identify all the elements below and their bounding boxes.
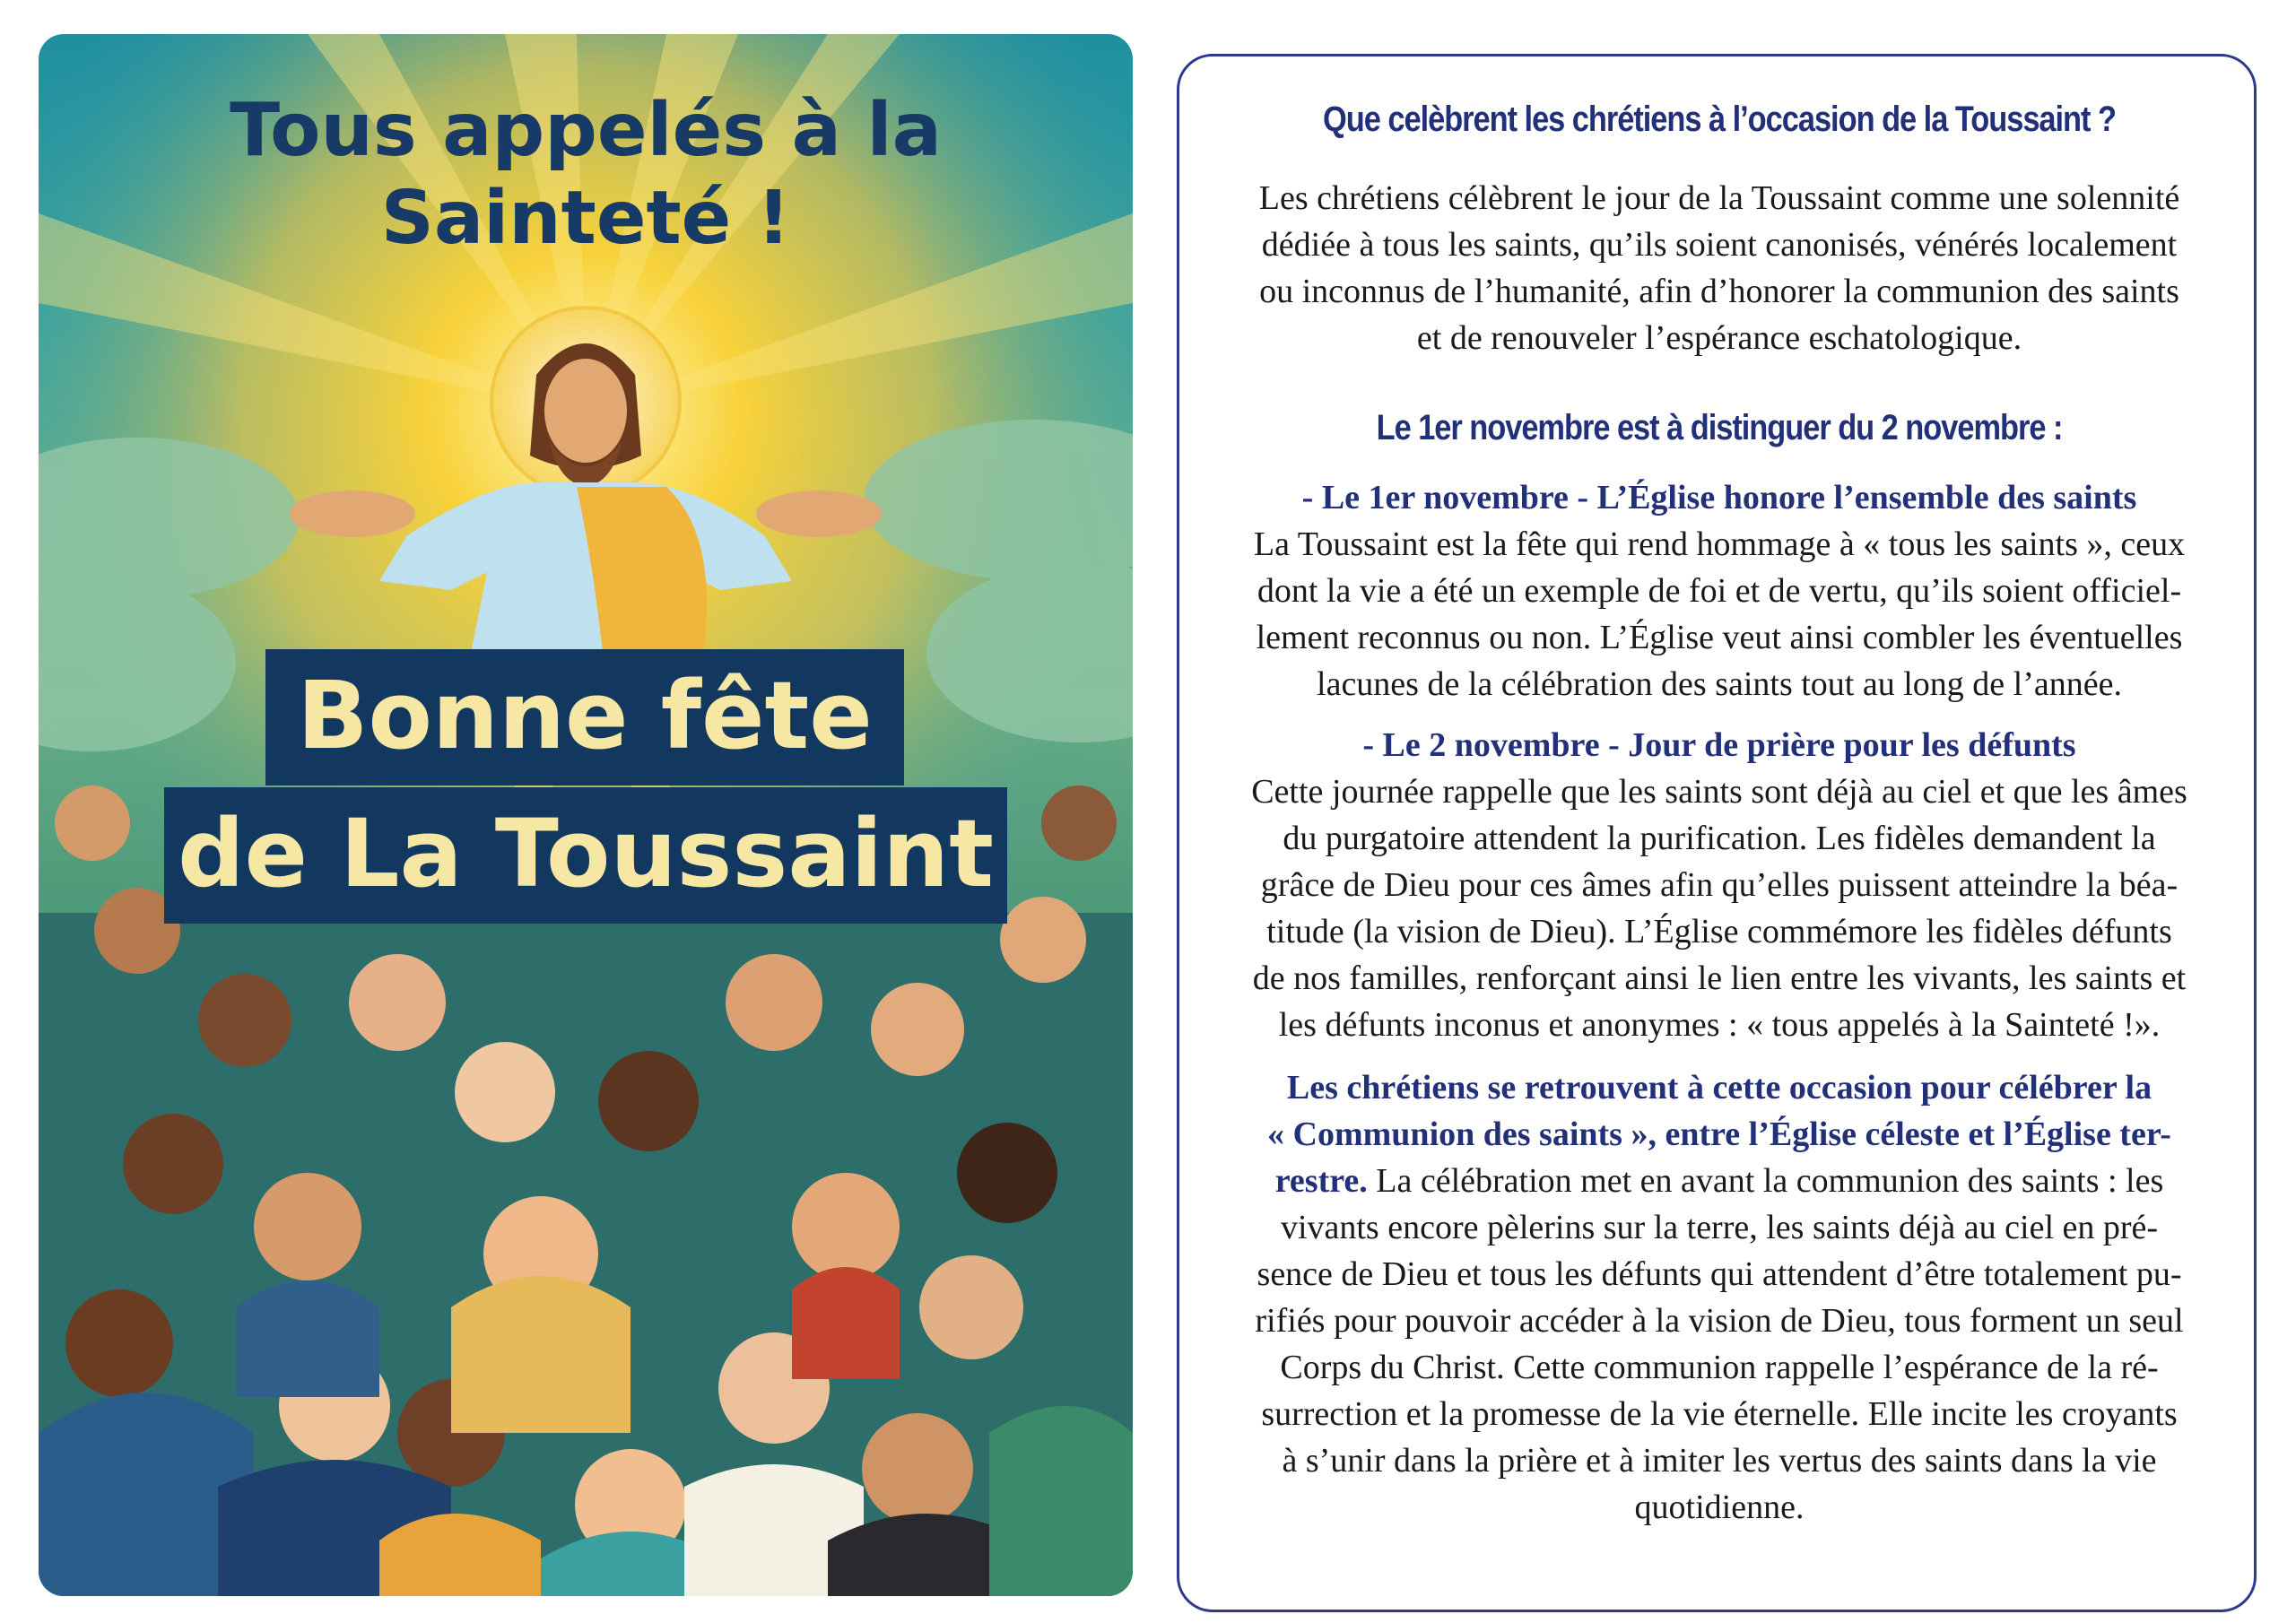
nov2-line: les défunts inconus et anonymes : « tous appelés à la Sainteté !». — [1278, 1006, 2161, 1044]
poster-title-line1: Tous appelés à la — [230, 88, 942, 173]
poster-banner-line1 — [265, 649, 904, 785]
poster-title-line2: Sainteté ! — [380, 176, 791, 261]
intro-paragraph — [1179, 175, 2259, 361]
nov2-paragraph — [1179, 768, 2259, 1048]
communion-line: à s’unir dans la prière et à imiter les vertus des saints dans la vie — [1282, 1442, 2157, 1480]
communion-bold-end: restre. — [1274, 1162, 1368, 1200]
nov1-line: lacunes de la célébration des saints tout au long de l’année. — [1317, 665, 2122, 703]
intro-line: Les chrétiens célèbrent le jour de la Toussaint comme une solennité — [1258, 179, 2180, 217]
poster-illustration — [39, 34, 1133, 1596]
communion-line: sence de Dieu et tous les défunts qui attendent d’être totalement pu- — [1257, 1255, 2182, 1293]
panel-heading: Que celèbrent les chrétiens à l’occasion de la Toussaint ? — [1323, 100, 2116, 139]
banner-text-2: de La Toussaint — [178, 799, 994, 908]
subheading: Le 1er novembre est à distinguer du 2 novembre : — [1376, 408, 2063, 447]
communion-bold-line: « Communion des saints », entre l’Église céleste et l’Église ter- — [1267, 1115, 2171, 1153]
intro-line: dédiée à tous les saints, qu’ils soient canonisés, vénérés localement — [1261, 226, 2178, 264]
communion-mixed-line — [1179, 1158, 2259, 1204]
communion-bold-line: Les chrétiens se retrouvent à cette occasion pour célébrer la — [1286, 1069, 2152, 1107]
nov2-line: de nos familles, renforçant ainsi le lien entre les vivants, les saints et — [1252, 959, 2187, 997]
nov2-line: grâce de Dieu pour ces âmes afin qu’elles puissent atteindre la béa- — [1260, 866, 2179, 904]
nov2-line: titude (la vision de Dieu). L’Église commémore les fidèles défunts — [1266, 913, 2172, 950]
nov1-title: - Le 1er novembre - L’Église honore l’ensemble des saints — [1301, 479, 2137, 516]
nov1-line: lement reconnus ou non. L’Église veut ainsi combler les éventuelles — [1256, 619, 2183, 656]
nov2-line: du purgatoire attendent la purification. Les fidèles demandent la — [1283, 820, 2156, 857]
communion-line: Corps du Christ. Cette communion rappelle l’espérance de la ré- — [1280, 1349, 2159, 1386]
nov1-line: La Toussaint est la fête qui rend hommage à « tous les saints », ceux — [1253, 525, 2186, 563]
banner-text-1: Bonne fête — [297, 661, 873, 770]
intro-line: ou inconnus de l’humanité, afin d’honorer la communion des saints — [1259, 273, 2179, 310]
communion-line: quotidienne. — [1634, 1488, 1805, 1526]
nov1-paragraph — [1179, 521, 2259, 707]
communion-line: vivants encore pèlerins sur la terre, les saints déjà au ciel en pré- — [1280, 1209, 2159, 1246]
communion-paragraph — [1179, 1064, 2259, 1531]
intro-line: et de renouveler l’espérance eschatologique. — [1416, 319, 2022, 357]
communion-line: rifiés pour pouvoir accéder à la vision de Dieu, tous forment un seul — [1255, 1302, 2184, 1340]
nov1-line: dont la vie a été un exemple de foi et de vertu, qu’ils soient officiel- — [1257, 572, 2182, 610]
communion-rest-first: La célébration met en avant la communion des saints : les — [1367, 1162, 2164, 1200]
nov2-line: Cette journée rappelle que les saints sont déjà au ciel et que les âmes — [1251, 773, 2187, 811]
poster-banner-line2 — [164, 787, 1007, 924]
nov2-title: - Le 2 novembre - Jour de prière pour les défunts — [1362, 726, 2076, 764]
communion-line: surrection et la promesse de la vie éternelle. Elle incite les croyants — [1261, 1395, 2178, 1433]
text-panel — [1177, 54, 2257, 1612]
